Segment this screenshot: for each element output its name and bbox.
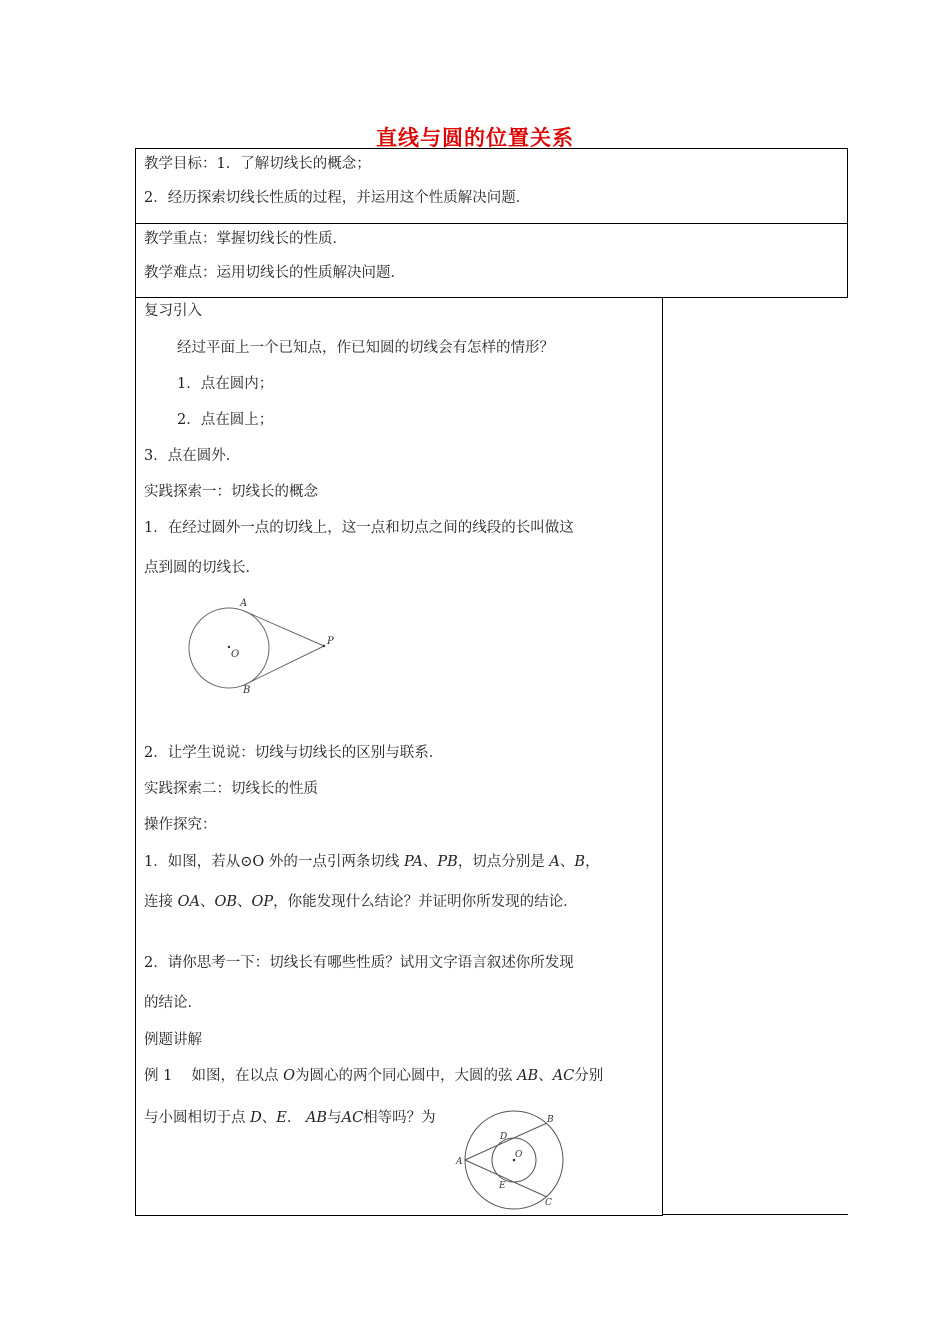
review-case-3: 3．点在圆外．: [144, 448, 241, 464]
label-b: B: [547, 1115, 554, 1125]
label-o: O: [231, 649, 240, 660]
label-d: D: [500, 1132, 508, 1142]
label-b: B: [243, 685, 251, 696]
explore2-question-1-line2: 连接 OA、OB、OP，你能发现什么结论？并证明你所发现的结论．: [144, 894, 578, 910]
label-o: O: [515, 1150, 523, 1160]
point-p: [323, 645, 325, 647]
chord-ac: [465, 1160, 547, 1197]
example-heading: 例题讲解: [144, 1032, 202, 1048]
frame-divider: [662, 297, 663, 1216]
example-line-2: 与小圆相切于点 D、E． AB与AC相等吗？为: [144, 1110, 436, 1126]
explore2-heading: 实践探索二：切线长的性质: [144, 781, 318, 797]
explore2-question-2-line2: 的结论．: [144, 995, 202, 1011]
review-case-1: 1．点在圆内；: [177, 376, 274, 392]
explore2-question-1-line1: 1．如图，若从⊙O 外的一点引两条切线 PA、PB，切点分别是 A、B，: [144, 854, 600, 870]
objective-line-1: 教学目标：1．了解切线长的概念；: [144, 156, 371, 172]
review-question: 经过平面上一个已知点，作已知圆的切线会有怎样的情形？: [177, 340, 554, 356]
side-column-bottom: [662, 1214, 848, 1215]
page-title: 直线与圆的位置关系: [376, 126, 574, 150]
tangent-pa: [244, 611, 324, 646]
explore1-definition-2: 点到圆的切线长．: [144, 560, 260, 576]
concentric-circles-figure: [452, 1104, 572, 1216]
review-heading: 复习引入: [144, 303, 202, 319]
frame-bottom: [135, 1215, 663, 1216]
explore2-question-2-line1: 2．请你思考一下：切线长有哪些性质？试用文字语言叙述你所发现: [144, 955, 574, 971]
explore1-item-2: 2．让学生说说：切线与切线长的区别与联系．: [144, 745, 444, 761]
difficulty-point: 教学难点：运用切线长的性质解决问题．: [144, 265, 405, 281]
key-point: 教学重点：掌握切线长的性质．: [144, 231, 347, 247]
label-e: E: [499, 1181, 506, 1191]
explore1-heading: 实践探索一：切线长的概念: [144, 484, 318, 500]
center-point: [228, 646, 230, 648]
explore1-definition-1: 1．在经过圆外一点的切线上，这一点和切点之间的线段的长叫做这: [144, 520, 574, 536]
label-a: A: [240, 598, 248, 609]
tangent-length-figure: [180, 592, 340, 697]
review-case-2: 2．点在圆上；: [177, 412, 274, 428]
frame-left: [135, 297, 136, 1216]
label-c: C: [545, 1198, 552, 1208]
label-a: A: [456, 1157, 463, 1167]
explore2-sub: 操作探究：: [144, 817, 217, 833]
label-p: P: [327, 636, 334, 647]
objective-line-2: 2．经历探索切线长性质的过程，并运用这个性质解决问题．: [144, 190, 531, 206]
example-line-1: 例 1 如图，在以点 O为圆心的两个同心圆中，大圆的弦 AB、AC分别: [144, 1068, 604, 1084]
tangent-pb: [244, 646, 324, 685]
